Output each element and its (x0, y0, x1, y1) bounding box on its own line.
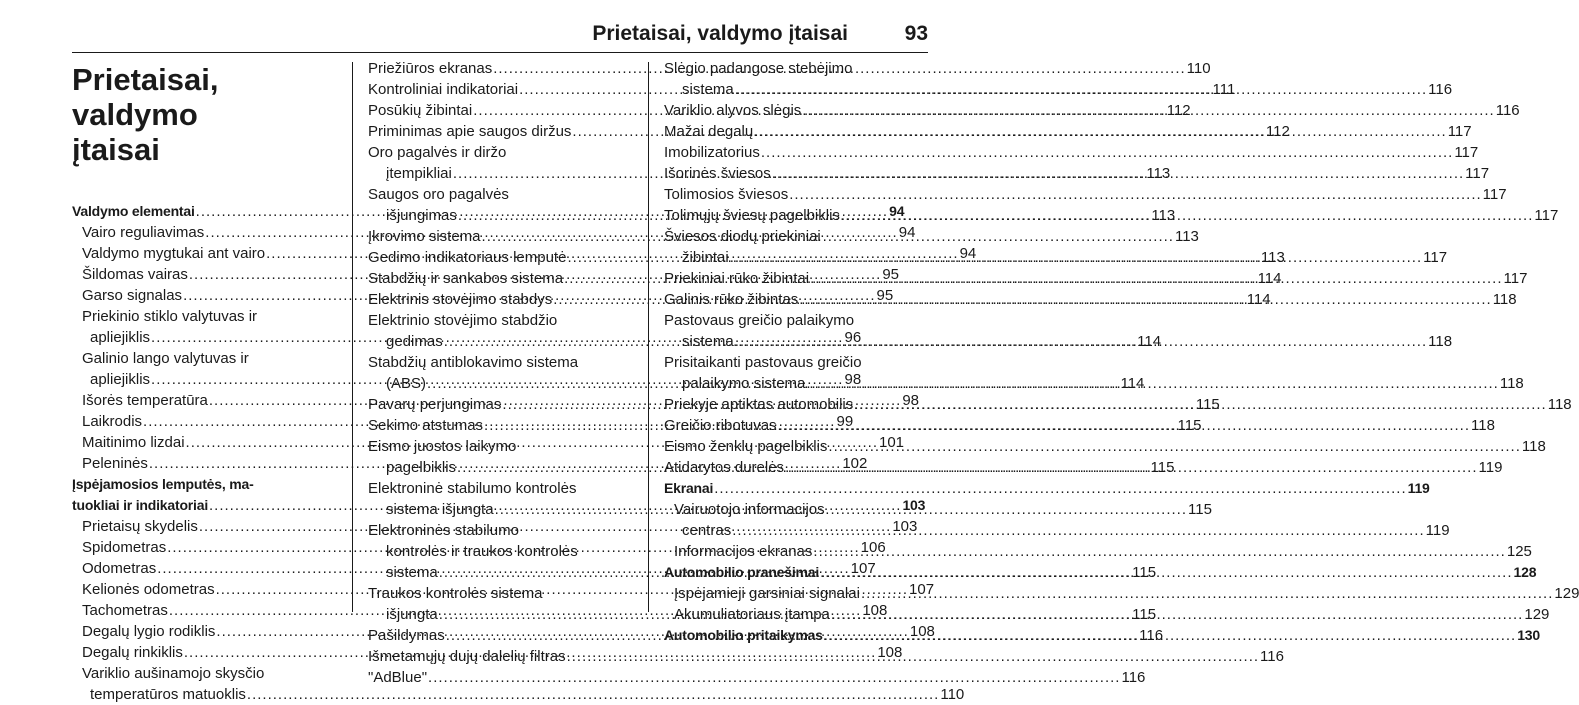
toc-page-number: 108 (909, 623, 935, 640)
toc-entry-title: Variklio alyvos slėgis (664, 102, 802, 119)
toc-page-number: 118 (1499, 375, 1524, 392)
dot-leader (428, 667, 1120, 688)
dot-leader (732, 520, 1424, 541)
toc-entry (664, 583, 1579, 604)
toc-entry-title: Ekranai (664, 480, 714, 496)
toc-page-number: 116 (1139, 627, 1164, 644)
toc-entry-title: (ABS) (386, 375, 427, 392)
toc-entry-title: Šildomas vairas (82, 266, 188, 283)
toc-entry-title: sistema (682, 333, 734, 350)
toc-entry-title: centras (682, 522, 732, 539)
toc-entry-title: Priminimas apie saugos diržus (368, 123, 572, 140)
toc-entry-title: Priekiniai rūko žibintai (664, 270, 810, 287)
toc-entry-title: Greičio ribotuvas (664, 417, 777, 434)
toc-entry-line: Įspėjamosios lemputės, ma- (72, 476, 254, 492)
dot-leader (778, 415, 1470, 436)
toc-page-number: 112 (1166, 102, 1191, 119)
toc-entry-title: Automobilio pritaikymas (664, 627, 823, 643)
toc-entry (72, 684, 965, 705)
toc-entry-title: sistema išjungta (386, 501, 494, 518)
toc-entry-line: Oro pagalvės ir diržo (368, 144, 507, 161)
toc-page-number: 116 (1428, 81, 1453, 98)
toc-entry-title: Automobilio pranešimai (664, 564, 820, 580)
toc-page-number: 129 (1554, 585, 1579, 602)
toc-entry-title: Gedimo indikatoriaus lemputė (368, 249, 567, 266)
dot-leader (813, 541, 1505, 562)
toc-entry-title: Degalų lygio rodiklis (82, 623, 216, 640)
dot-leader (820, 562, 1512, 583)
toc-entry-title: Sekimo atstumas (368, 417, 484, 434)
toc-entry-title: Informacijos ekranas (674, 543, 813, 560)
toc-page-number: 94 (898, 224, 916, 241)
toc-page-number: 95 (882, 266, 900, 283)
dot-leader (799, 289, 1491, 310)
section-title-line: Prietaisai, valdymo (72, 62, 219, 132)
toc-entry-title: Peleninės (82, 455, 148, 472)
toc-page-number: 115 (1132, 606, 1157, 623)
toc-entry-line: Slėgio padangose stebėjimo (664, 60, 853, 77)
toc-entry-line: Traukos kontrolės sistema (368, 585, 543, 602)
toc-entry-line: Priekinio stiklo valytuvas ir (82, 308, 258, 325)
toc-entry-line: Elektrinio stovėjimo stabdžio (368, 312, 558, 329)
toc-entry-title: Elektrinis stovėjimo stabdys (368, 291, 553, 308)
toc-entry-title: "AdBlue" (368, 669, 428, 686)
toc-page-number: 103 (892, 518, 918, 535)
toc-page-number: 118 (1471, 417, 1495, 434)
toc-page-number: 118 (1428, 333, 1453, 350)
toc-page-number: 110 (1186, 60, 1211, 77)
toc-entry-title: Galinis rūko žibintas (664, 291, 799, 308)
toc-entry-title: Išorinės šviesos (664, 165, 771, 182)
toc-page-number: 115 (1177, 417, 1202, 434)
toc-entry-title: Maitinimo lizdai (82, 434, 185, 451)
toc-entry-title: tuokliai ir indikatoriai (72, 497, 209, 513)
toc-page-number: 117 (1465, 165, 1490, 182)
toc-entry-title: Tolimųjų šviesų pagelbiklis (664, 207, 840, 224)
toc-page-number: 114 (1246, 291, 1271, 308)
toc-page-number: 94 (889, 203, 905, 219)
toc-page-number: 102 (842, 455, 868, 472)
toc-page-number: 119 (1478, 459, 1503, 476)
toc-page-number: 116 (1121, 669, 1146, 686)
toc-entry-title: Priežiūros ekranas (368, 60, 493, 77)
toc-page-number: 118 (1521, 438, 1546, 455)
toc-page-number: 115 (1195, 396, 1220, 413)
toc-page-number: 115 (1150, 459, 1175, 476)
toc-entry-title: Atidarytos durelės (664, 459, 785, 476)
toc-page-number: 114 (1120, 375, 1145, 392)
toc-page-number: 108 (862, 602, 888, 619)
toc-page-number: 113 (1151, 207, 1176, 224)
toc-entry-title: Akumuliatoriaus įtampa (674, 606, 830, 623)
toc-entry-title: sistema (682, 81, 734, 98)
toc-entry-title: Įspėjamieji garsiniai signalai (674, 585, 860, 602)
toc-page-number: 108 (877, 644, 903, 661)
toc-entry-line: Stabdžių antiblokavimo sistema (368, 354, 579, 371)
toc-entry-title: Degalų rinkiklis (82, 644, 183, 661)
toc-page-number: 116 (1260, 648, 1284, 665)
toc-page-number: 107 (850, 560, 876, 577)
toc-entry-title: gedimas (386, 333, 443, 350)
toc-page-number: 117 (1423, 249, 1448, 266)
toc-page-number: 106 (860, 539, 886, 556)
toc-entry-title: Imobilizatorius (664, 144, 760, 161)
toc-page-number: 117 (1482, 186, 1507, 203)
toc-page-number: 114 (1137, 333, 1162, 350)
toc-entry-title: Kelionės odometras (82, 581, 215, 598)
toc-page-number: 103 (902, 497, 926, 513)
toc-entry-title: Įkrovimo sistema (368, 228, 481, 245)
toc-entry-line: Elektroninė stabilumo kontrolės (368, 480, 577, 497)
toc-entry-title: Valdymo mygtukai ant vairo (82, 245, 266, 262)
toc-entry-title: išjungta (386, 606, 438, 623)
toc-entry-title: Stabdžių ir sankabos sistema (368, 270, 564, 287)
dot-leader (841, 205, 1533, 226)
dot-leader (824, 625, 1516, 646)
toc-page-number: 129 (1524, 606, 1550, 623)
dot-leader (789, 184, 1481, 205)
toc-entry-title: apliejiklis (90, 371, 151, 388)
dot-leader (802, 100, 1494, 121)
toc-page-number: 118 (1492, 291, 1517, 308)
toc-page-number: 119 (1407, 480, 1430, 496)
toc-page-number: 111 (1212, 81, 1236, 98)
toc-entry-title: palaikymo sistema (682, 375, 806, 392)
toc-entry-title: pagelbiklis (386, 459, 457, 476)
toc-entry-title: Kontroliniai indikatoriai (368, 81, 519, 98)
dot-leader (854, 394, 1546, 415)
toc-page-number: 116 (1495, 102, 1520, 119)
toc-entry-title: Odometras (82, 560, 157, 577)
header-rule (72, 52, 928, 53)
toc-page-number: 107 (909, 581, 935, 598)
toc-entry-line: Pastovaus greičio palaikymo (664, 312, 855, 329)
toc-page-number: 98 (844, 371, 862, 388)
dot-leader (761, 142, 1453, 163)
toc-entry (664, 520, 1450, 541)
dot-leader (567, 646, 1259, 667)
dot-leader (831, 604, 1523, 625)
toc-page-number: 113 (1174, 228, 1199, 245)
toc-page-number: 113 (1260, 249, 1285, 266)
section-title (72, 62, 336, 167)
toc-page-number: 119 (1425, 522, 1450, 539)
toc-entry-line: Variklio aušinamojo skysčio (82, 665, 265, 682)
toc-entry-line: Vairuotojo informacijos (674, 501, 825, 518)
toc-entry (664, 184, 1507, 205)
running-header-title: Prietaisai, valdymo įtaisai (592, 22, 848, 45)
toc-page-number: 101 (879, 434, 905, 451)
toc-entry-line: kontrolės ir traukos kontrolės (386, 543, 578, 560)
dot-leader (735, 79, 1427, 100)
dot-leader (754, 121, 1446, 142)
toc-page-number: 114 (1257, 270, 1282, 287)
toc-entry-title: Posūkių žibintai (368, 102, 473, 119)
dot-leader (828, 436, 1520, 457)
toc-entry-title: Pavarų perjungimas (368, 396, 502, 413)
dot-leader (861, 583, 1553, 604)
toc-entry (368, 667, 1146, 688)
toc-entry-title: išjungimas (386, 207, 457, 224)
toc-entry (664, 436, 1546, 457)
toc-entry-title: Garso signalas (82, 287, 183, 304)
toc-entry-title: Spidometras (82, 539, 167, 556)
dot-leader (772, 163, 1464, 184)
dot-leader (730, 247, 1422, 268)
toc-entry-title: Priekyje aptiktas automobilis (664, 396, 854, 413)
dot-leader (806, 373, 1498, 394)
toc-entry-title: Tachometras (82, 602, 168, 619)
toc-page-number: 95 (876, 287, 894, 304)
toc-entry (664, 142, 1479, 163)
toc-entry-title: Tolimosios šviesos (664, 186, 789, 203)
toc-entry-title: įtempikliai (386, 165, 452, 182)
toc-page-number: 99 (836, 413, 854, 430)
toc-page-number: 117 (1503, 270, 1528, 287)
toc-entry-line: Saugos oro pagalvės (368, 186, 509, 203)
toc-entry-line: Eismo juostos laikymo (368, 438, 517, 455)
toc-entry-title: Prietaisų skydelis (82, 518, 198, 535)
toc-page-number: 113 (1146, 165, 1171, 182)
toc-entry-title: Mažai degalų (664, 123, 754, 140)
dot-leader (810, 268, 1502, 289)
toc-page-number: 130 (1517, 627, 1540, 643)
toc-entry-title: Išorės temperatūra (82, 392, 208, 409)
toc-page-number: 115 (1188, 501, 1212, 518)
toc-entry-title: žibintai (682, 249, 729, 266)
toc-entry-title: apliejiklis (90, 329, 151, 346)
toc-entry-line: Elektroninės stabilumo (368, 522, 519, 539)
toc-entry-title: Išmetamųjų dujų dalelių filtras (368, 648, 566, 665)
toc-entry-title: Pašildymas (368, 627, 445, 644)
toc-entry (664, 478, 1430, 499)
toc-page-number: 117 (1534, 207, 1559, 224)
toc-entry-title: Eismo ženklų pagelbiklis (664, 438, 828, 455)
toc-page-number: 96 (844, 329, 862, 346)
toc-entry-line: Šviesos diodų priekiniai (664, 228, 821, 245)
dot-leader (735, 331, 1427, 352)
toc-page-number: 118 (1547, 396, 1572, 413)
toc-page-number: 117 (1447, 123, 1472, 140)
toc-entry-title: Vairo reguliavimas (82, 224, 205, 241)
toc-entry (664, 541, 1532, 562)
section-title-line: įtaisai (72, 132, 160, 167)
toc-entry-title: temperatūros matuoklis (90, 686, 246, 703)
page-number: 93 (904, 22, 928, 45)
dot-leader (714, 478, 1406, 499)
toc-page-number: 112 (1265, 123, 1290, 140)
toc-page-number: 128 (1513, 564, 1537, 580)
toc-entry-line: Galinio lango valytuvas ir (82, 350, 249, 367)
toc-page-number: 98 (902, 392, 920, 409)
toc-entry-title: Valdymo elementai (72, 203, 195, 219)
toc-entry-title: sistema (386, 564, 438, 581)
toc-page-number: 125 (1506, 543, 1532, 560)
toc-page-number: 110 (940, 686, 965, 703)
toc-page-number: 94 (959, 245, 977, 262)
toc-page-number: 115 (1132, 564, 1157, 581)
toc-entry-title: Laikrodis (82, 413, 143, 430)
toc-page-number: 117 (1454, 144, 1479, 161)
dot-leader (785, 457, 1477, 478)
toc-entry-line: Prisitaikanti pastovaus greičio (664, 354, 862, 371)
